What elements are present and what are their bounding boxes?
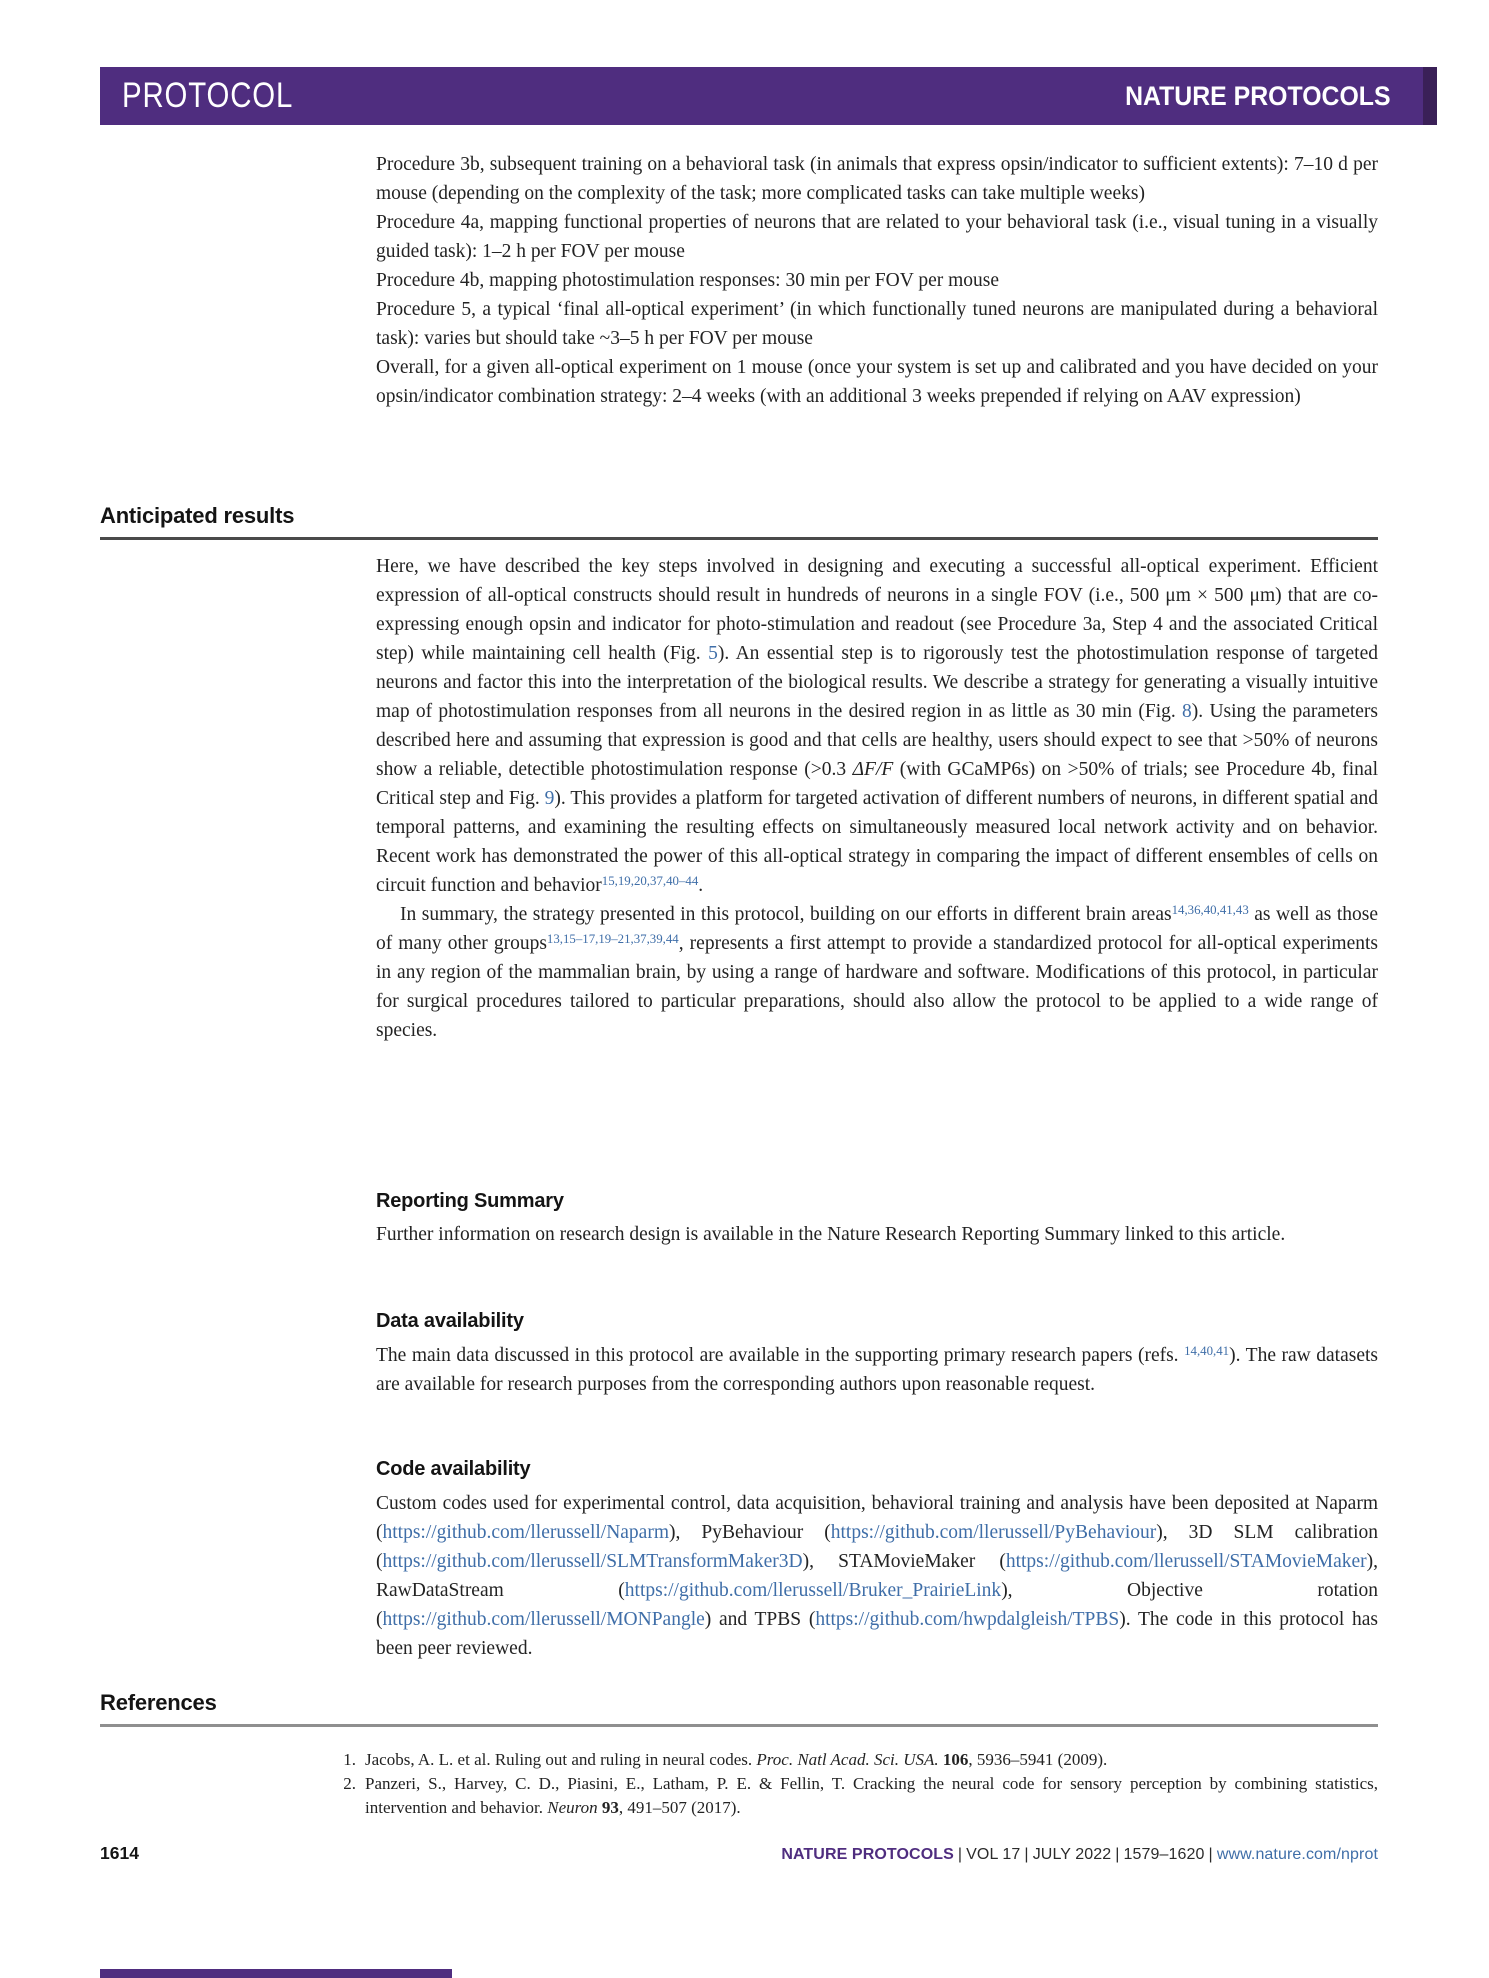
- header-bar: [100, 67, 1437, 125]
- separator: |: [1024, 1846, 1029, 1863]
- paragraph: [376, 552, 1378, 900]
- separator: |: [957, 1846, 963, 1863]
- citation-superscript[interactable]: 14,40,41: [1184, 1343, 1230, 1358]
- page-footer: [100, 1843, 1378, 1864]
- article-type-label: PROTOCOL: [122, 76, 294, 115]
- bold-text: 93: [601, 1798, 619, 1817]
- inline-link[interactable]: https://github.com/llerussell/MONPangle: [382, 1609, 705, 1630]
- paragraph: [376, 900, 1378, 1045]
- text-span: Custom codes used for experimental control, data acquisition, behavioral training and analysis have been deposited at Naparm (: [376, 1493, 1378, 1543]
- sub-heading-reporting-summary: Reporting Summary: [376, 1190, 564, 1212]
- inline-link[interactable]: https://github.com/llerussell/STAMovieMaker: [1005, 1551, 1367, 1572]
- inline-link[interactable]: https://github.com/llerussell/PyBehaviour: [830, 1522, 1157, 1543]
- text-span: ). An essential step is to rigorously test the photostimulation response of targeted neurons and factor this into the interpretation of the biological results. We describe a strategy for generating a visually intuitive map of photostimulation responses from all neurons in the desired region in as little as 30 min (Fig.: [376, 643, 1378, 722]
- procedure-timing-item: Overall, for a given all-optical experiment on 1 mouse (once your system is set up and calibrated and you have decided on your opsin/indicator combination strategy: 2–4 weeks (with an additional 3 weeks prepended if relying on AAV expression): [376, 357, 1378, 407]
- separator: |: [1115, 1846, 1120, 1863]
- bold-text: 106: [942, 1750, 969, 1769]
- data-availability-body: [376, 1341, 1378, 1399]
- inline-link[interactable]: https://github.com/llerussell/Naparm: [382, 1522, 670, 1543]
- header-endcap-decoration: [1423, 67, 1437, 125]
- references-rule: [100, 1724, 1378, 1727]
- text-span: ). Using the parameters described here and assuming that expression is good and that cells are healthy, users should expect to see that >50% of neurons show a reliable, detectible photostimulation response (>0.3: [376, 701, 1379, 780]
- text-span: ), 3D SLM calibration (: [376, 1522, 1378, 1572]
- italic-text: ΔF/F: [852, 759, 894, 780]
- inline-link[interactable]: 9: [544, 788, 555, 809]
- reference-item: [336, 1748, 1378, 1772]
- procedure-timing-item: Procedure 4a, mapping functional properties of neurons that are related to your behavioral task (i.e., visual tuning in a visually guided task): 1–2 h per FOV per mouse: [376, 212, 1378, 262]
- text-span: , represents a first attempt to provide a standardized protocol for all-optical experiments in any region of the mammalian brain, by using a range of hardware and software. Modifications of this protocol, in particular for surgical procedures tailored to particular preparations, should also allow the protocol to be applied to a wide range of species.: [376, 933, 1379, 1041]
- paragraph: Further information on research design is available in the Nature Research Reporting Summary linked to this article.: [376, 1224, 1286, 1245]
- text-span: 1579–1620: [1123, 1846, 1205, 1863]
- reference-number: 1.: [343, 1750, 356, 1769]
- text-span: Panzeri, S., Harvey, C. D., Piasini, E., Latham, P. E. & Fellin, T. Cracking the neural code for sensory perception by combining statistics, intervention and behavior.: [365, 1774, 1378, 1817]
- text-span: ), Objective rotation (: [376, 1580, 1378, 1630]
- footer-journal-name: NATURE PROTOCOLS: [781, 1846, 954, 1863]
- text-span: .: [698, 875, 704, 896]
- reference-text: [365, 1748, 1378, 1772]
- section-rule: [100, 537, 1378, 540]
- citation-superscript[interactable]: 14,36,40,41,43: [1171, 902, 1249, 917]
- citation-superscript[interactable]: 13,15–17,19–21,37,39,44: [546, 931, 679, 946]
- page-number: 1614: [100, 1843, 139, 1863]
- paragraph: [376, 1489, 1378, 1663]
- procedure-timing-item: Procedure 3b, subsequent training on a behavioral task (in animals that express opsin/indicator to sufficient extents): 7–10 d per mouse (depending on the complexity of the task; more complicated tasks can take multiple weeks): [376, 154, 1378, 204]
- footer-link[interactable]: www.nature.com/nprot: [1216, 1846, 1378, 1863]
- text-span: ), RawDataStream (: [376, 1551, 1378, 1601]
- procedure-timing-item: Procedure 4b, mapping photostimulation responses: 30 min per FOV per mouse: [376, 270, 1000, 291]
- text-span: , 5936–5941 (2009).: [968, 1750, 1108, 1769]
- text-span: VOL 17: [966, 1846, 1021, 1863]
- journal-title: NATURE PROTOCOLS: [1125, 80, 1391, 111]
- inline-link[interactable]: 8: [1182, 701, 1192, 722]
- citation-superscript[interactable]: 15,19,20,37,40–44: [601, 873, 699, 888]
- text-span: ), PyBehaviour (: [669, 1522, 831, 1543]
- text-span: ). This provides a platform for targeted activation of different numbers of neurons, in different spatial and temporal patterns, and examining the resulting effects on simultaneously measured local network activity and on behavior. Recent work has demonstrated the power of this all-optical strategy in comparing the impact of different ensembles of cells on circuit function and behavior: [376, 788, 1379, 896]
- reference-list: [336, 1748, 1378, 1820]
- reporting-summary-body: [376, 1220, 1378, 1249]
- text-span: Here, we have described the key steps involved in designing and executing a successful all-optical experiment. Efficient expression of all-optical constructs should result in hundreds of neurons in a single FOV (i.e., 500 μm × 500 μm) that are co-expressing enough opsin and indicator for photo-stimulation and readout (see Procedure 3a, Step 4 and the associated Critical step) while maintaining cell health (Fig.: [376, 556, 1378, 664]
- italic-text: Proc. Natl Acad. Sci. USA.: [756, 1750, 939, 1769]
- inline-link[interactable]: https://github.com/llerussell/SLMTransformMaker3D: [382, 1551, 803, 1572]
- text-span: ). The raw datasets are available for research purposes from the corresponding authors upon reasonable request.: [376, 1345, 1378, 1395]
- inline-link[interactable]: https://github.com/llerussell/Bruker_PrairieLink: [624, 1580, 1002, 1601]
- text-span: ) and TPBS (: [704, 1609, 816, 1630]
- text-span: In summary, the strategy presented in this protocol, building on our efforts in different brain areas: [400, 904, 1172, 925]
- inline-link[interactable]: 5: [708, 643, 718, 664]
- next-page-header-strip: [100, 1969, 452, 1978]
- reference-number: 2.: [343, 1774, 356, 1793]
- sub-heading-code-availability: Code availability: [376, 1458, 531, 1480]
- procedure-timing-list: [376, 150, 1378, 411]
- sub-heading-data-availability: Data availability: [376, 1310, 524, 1332]
- reference-item: [336, 1772, 1378, 1820]
- reference-text: [365, 1772, 1378, 1820]
- text-span: , 491–507 (2017).: [618, 1798, 741, 1817]
- section-heading-anticipated-results: Anticipated results: [100, 503, 295, 528]
- paragraph: [376, 1341, 1378, 1399]
- text-span: ), STAMovieMaker (: [802, 1551, 1006, 1572]
- section-heading-references: References: [100, 1690, 217, 1715]
- anticipated-results-body: [376, 552, 1378, 1045]
- text-span: Jacobs, A. L. et al. Ruling out and ruling in neural codes.: [365, 1750, 757, 1769]
- text-span: as well as those of many other groups: [376, 904, 1378, 954]
- separator: |: [1208, 1846, 1213, 1863]
- code-availability-body: [376, 1489, 1378, 1663]
- footer-journal-info: [781, 1846, 1378, 1864]
- text-span: JULY 2022: [1032, 1846, 1112, 1863]
- text-span: (with GCaMP6s) on >50% of trials; see Procedure 4b, final Critical step and Fig.: [376, 759, 1379, 809]
- procedure-timing-item: Procedure 5, a typical ‘final all-optical experiment’ (in which functionally tuned neurons are manipulated during a behavioral task): varies but should take ~3–5 h per FOV per mouse: [376, 299, 1378, 349]
- italic-text: Neuron: [547, 1798, 598, 1817]
- text-span: The main data discussed in this protocol are available in the supporting primary research papers (refs.: [376, 1345, 1185, 1366]
- inline-link[interactable]: https://github.com/hwpdalgleish/TPBS: [815, 1609, 1120, 1630]
- text-span: ). The code in this protocol has been peer reviewed.: [376, 1609, 1378, 1659]
